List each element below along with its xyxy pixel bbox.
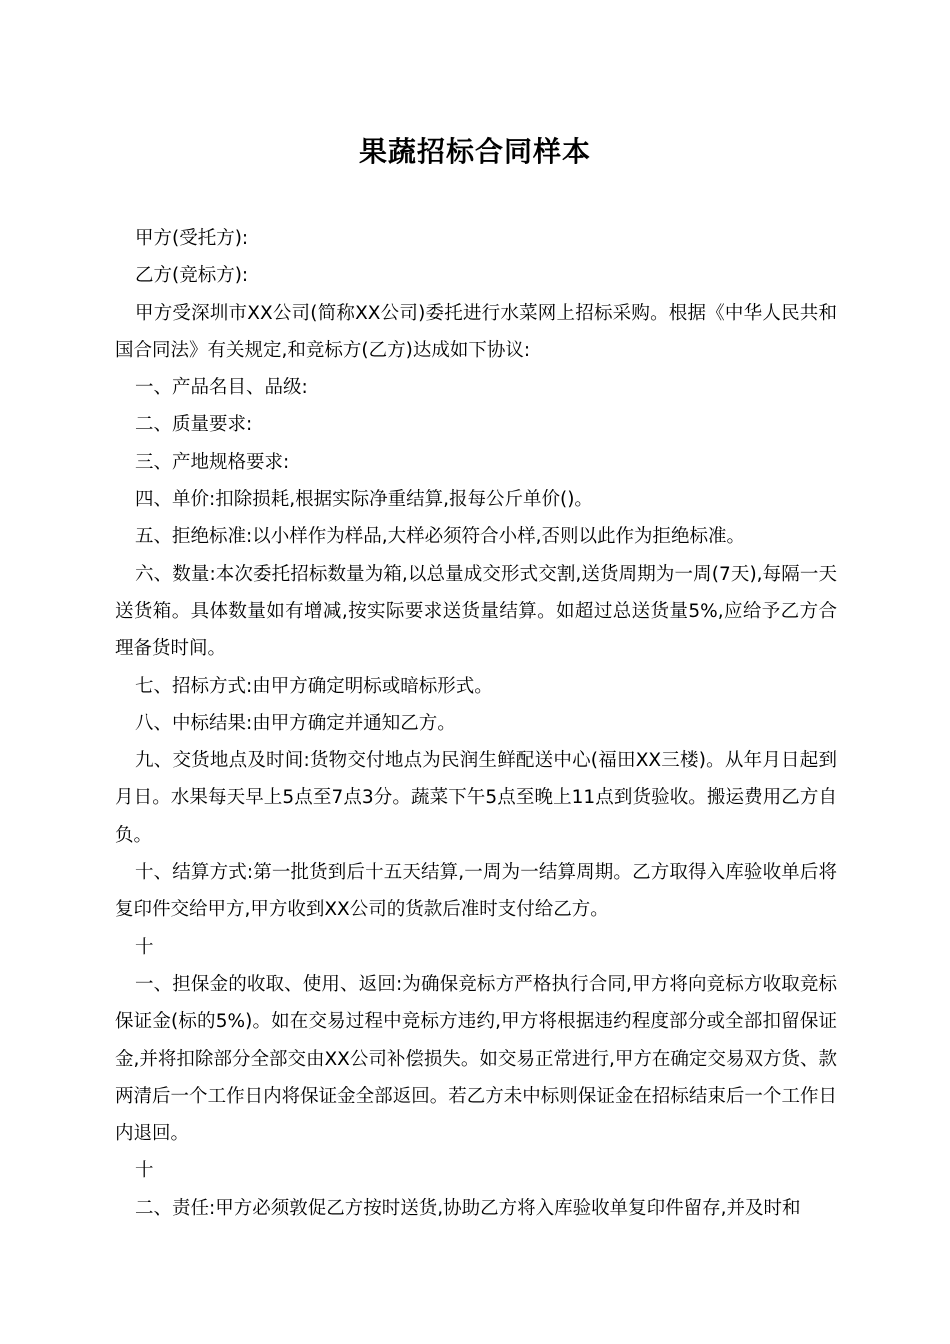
clause-9-delivery: 九、交货地点及时间:货物交付地点为民润生鲜配送中心(福田XX三楼)。从年月日起到月日。水果每天早上5点至7点3分。蔬菜下午5点至晚上11点到货验收。搬运费用乙方自负。: [115, 750, 837, 846]
clause-12-number: 十: [135, 1160, 154, 1182]
document-title: 果蔬招标合同样本: [358, 135, 591, 168]
document-body: [115, 220, 837, 1227]
clause-4-price: 四、单价:扣除损耗,根据实际净重结算,报每公斤单价()。: [135, 489, 593, 511]
clause-10-settlement: 十、结算方式:第一批货到后十五天结算,一周为一结算周期。乙方取得入库验收单后将复印件交给甲方,甲方收到XX公司的货款后准时支付给乙方。: [115, 862, 837, 921]
clause-11-deposit: 一、担保金的收取、使用、返回:为确保竞标方严格执行合同,甲方将向竞标方收取竞标保证金(标的5%)。如在交易过程中竞标方违约,甲方将根据违约程度部分或全部扣留保证金,并将扣除部分全部交由XX公司补偿损失。如交易正常进行,甲方在确定交易双方货、款两清后一个工作日内将保证金全部返回。若乙方未中标则保证金在招标结束后一个工作日内退回。: [115, 973, 837, 1145]
clause-12-responsibility: 二、责任:甲方必须敦促乙方按时送货,协助乙方将入库验收单复印件留存,并及时和: [135, 1197, 801, 1219]
clause-8-result: 八、中标结果:由甲方确定并通知乙方。: [135, 712, 456, 734]
clause-5-rejection: 五、拒绝标准:以小样作为样品,大样必须符合小样,否则以此作为拒绝标准。: [135, 526, 745, 548]
clause-7-bidding-method: 七、招标方式:由甲方确定明标或暗标形式。: [135, 675, 493, 697]
party-a-line: 甲方(受托方):: [135, 228, 249, 249]
preamble-paragraph: 甲方受深圳市XX公司(简称XX公司)委托进行水菜网上招标采购。根据《中华人民共和国合同法》有关规定,和竞标方(乙方)达成如下协议:: [115, 302, 837, 361]
clause-6-quantity: 六、数量:本次委托招标数量为箱,以总量成交形式交割,送货周期为一周(7天),每隔一天送货箱。具体数量如有增减,按实际要求送货量结算。如超过总送货量5%,应给予乙方合理备货时间。: [115, 563, 837, 660]
clause-2-quality: 二、质量要求:: [135, 414, 253, 436]
clause-1-product: 一、产品名目、品级:: [135, 377, 308, 399]
clause-3-origin: 三、产地规格要求:: [135, 451, 290, 473]
clause-11-number: 十: [135, 936, 154, 958]
party-b-line: 乙方(竞标方):: [135, 265, 249, 287]
